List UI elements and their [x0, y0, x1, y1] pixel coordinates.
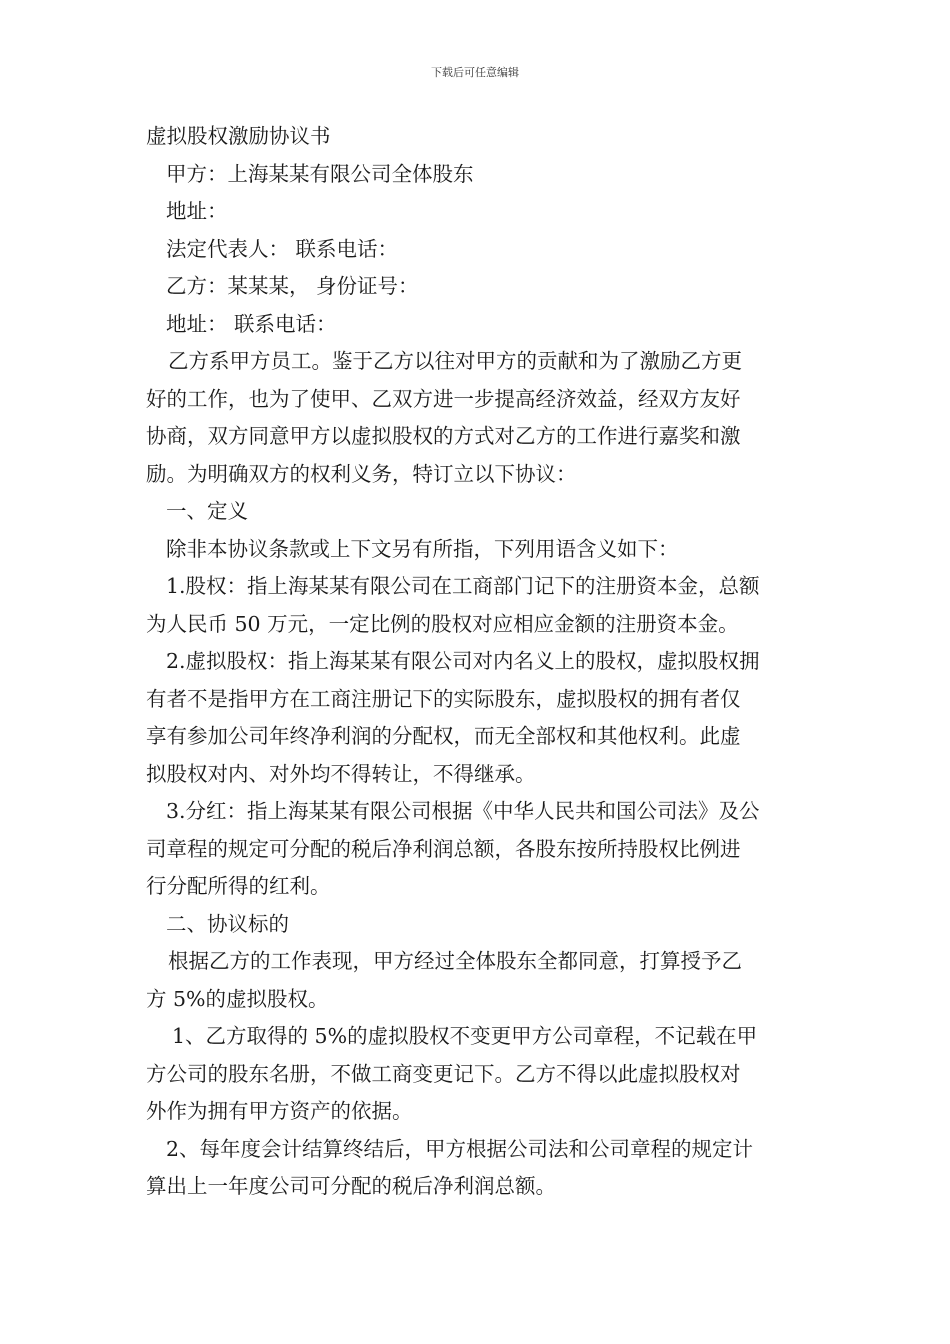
paragraph-line: 协商，双方同意甲方以虚拟股权的方式对乙方的工作进行嘉奖和激 — [146, 424, 741, 448]
paragraph-line: 根据乙方的工作表现，甲方经过全体股东全都同意，打算授予乙 — [168, 949, 742, 973]
paragraph-line: 励。为明确双方的权利义务，特订立以下协议： — [146, 461, 577, 486]
page-header: 下载后可任意编辑 — [431, 66, 519, 79]
document-body — [146, 118, 810, 1206]
party-b-address: 地址： 联系电话： — [166, 311, 337, 336]
document-title: 虚拟股权激励协议书 — [146, 124, 331, 148]
paragraph-line: 外作为拥有甲方资产的依据。 — [146, 1099, 413, 1123]
party-b-line: 乙方：某某某， 身份证号： — [166, 274, 419, 298]
definition-item-3: 3.分红：指上海某某有限公司根据《中华人民共和国公司法》及公 — [166, 799, 760, 823]
definition-item-2: 2.虚拟股权：指上海某某有限公司对内名义上的股权，虚拟股权拥 — [166, 649, 760, 673]
paragraph-line: 除非本协议条款或上下文另有所指，下列用语含义如下： — [166, 536, 679, 561]
party-a-line: 甲方：上海某某有限公司全体股东 — [166, 161, 474, 186]
paragraph-line: 乙方系甲方员工。鉴于乙方以往对甲方的贡献和为了激励乙方更 — [168, 349, 742, 373]
section-heading-subject: 二、协议标的 — [166, 911, 289, 936]
paragraph-line: 行分配所得的红利。 — [146, 874, 331, 898]
paragraph-line: 享有参加公司年终净利润的分配权，而无全部权和其他权利。此虚 — [146, 724, 741, 748]
paragraph-line: 算出上一年度公司可分配的税后净利润总额。 — [146, 1174, 556, 1198]
paragraph-line: 有者不是指甲方在工商注册记下的实际股东，虚拟股权的拥有者仅 — [146, 686, 741, 711]
party-a-representative: 法定代表人： 联系电话： — [166, 236, 399, 261]
paragraph-line: 方公司的股东名册，不做工商变更记下。乙方不得以此虚拟股权对 — [146, 1061, 741, 1086]
clause-item-1: 1、乙方取得的 5%的虚拟股权不变更甲方公司章程，不记载在甲 — [172, 1024, 758, 1048]
section-heading-definitions: 一、定义 — [166, 499, 248, 523]
definition-item-1: 1.股权：指上海某某有限公司在工商部门记下的注册资本金，总额 — [166, 574, 760, 598]
paragraph-line: 方 5%的虚拟股权。 — [146, 986, 329, 1011]
party-a-address: 地址： — [166, 199, 228, 223]
paragraph-line: 为人民币 50 万元，一定比例的股权对应相应金额的注册资本金。 — [146, 611, 739, 636]
clause-item-2: 2、每年度会计结算终结后，甲方根据公司法和公司章程的规定计 — [166, 1136, 754, 1161]
paragraph-line: 好的工作，也为了使甲、乙双方进一步提高经济效益，经双方友好 — [146, 386, 741, 411]
paragraph-line: 拟股权对内、对外均不得转让，不得继承。 — [146, 761, 536, 786]
paragraph-line: 司章程的规定可分配的税后净利润总额，各股东按所持股权比例进 — [146, 836, 741, 861]
